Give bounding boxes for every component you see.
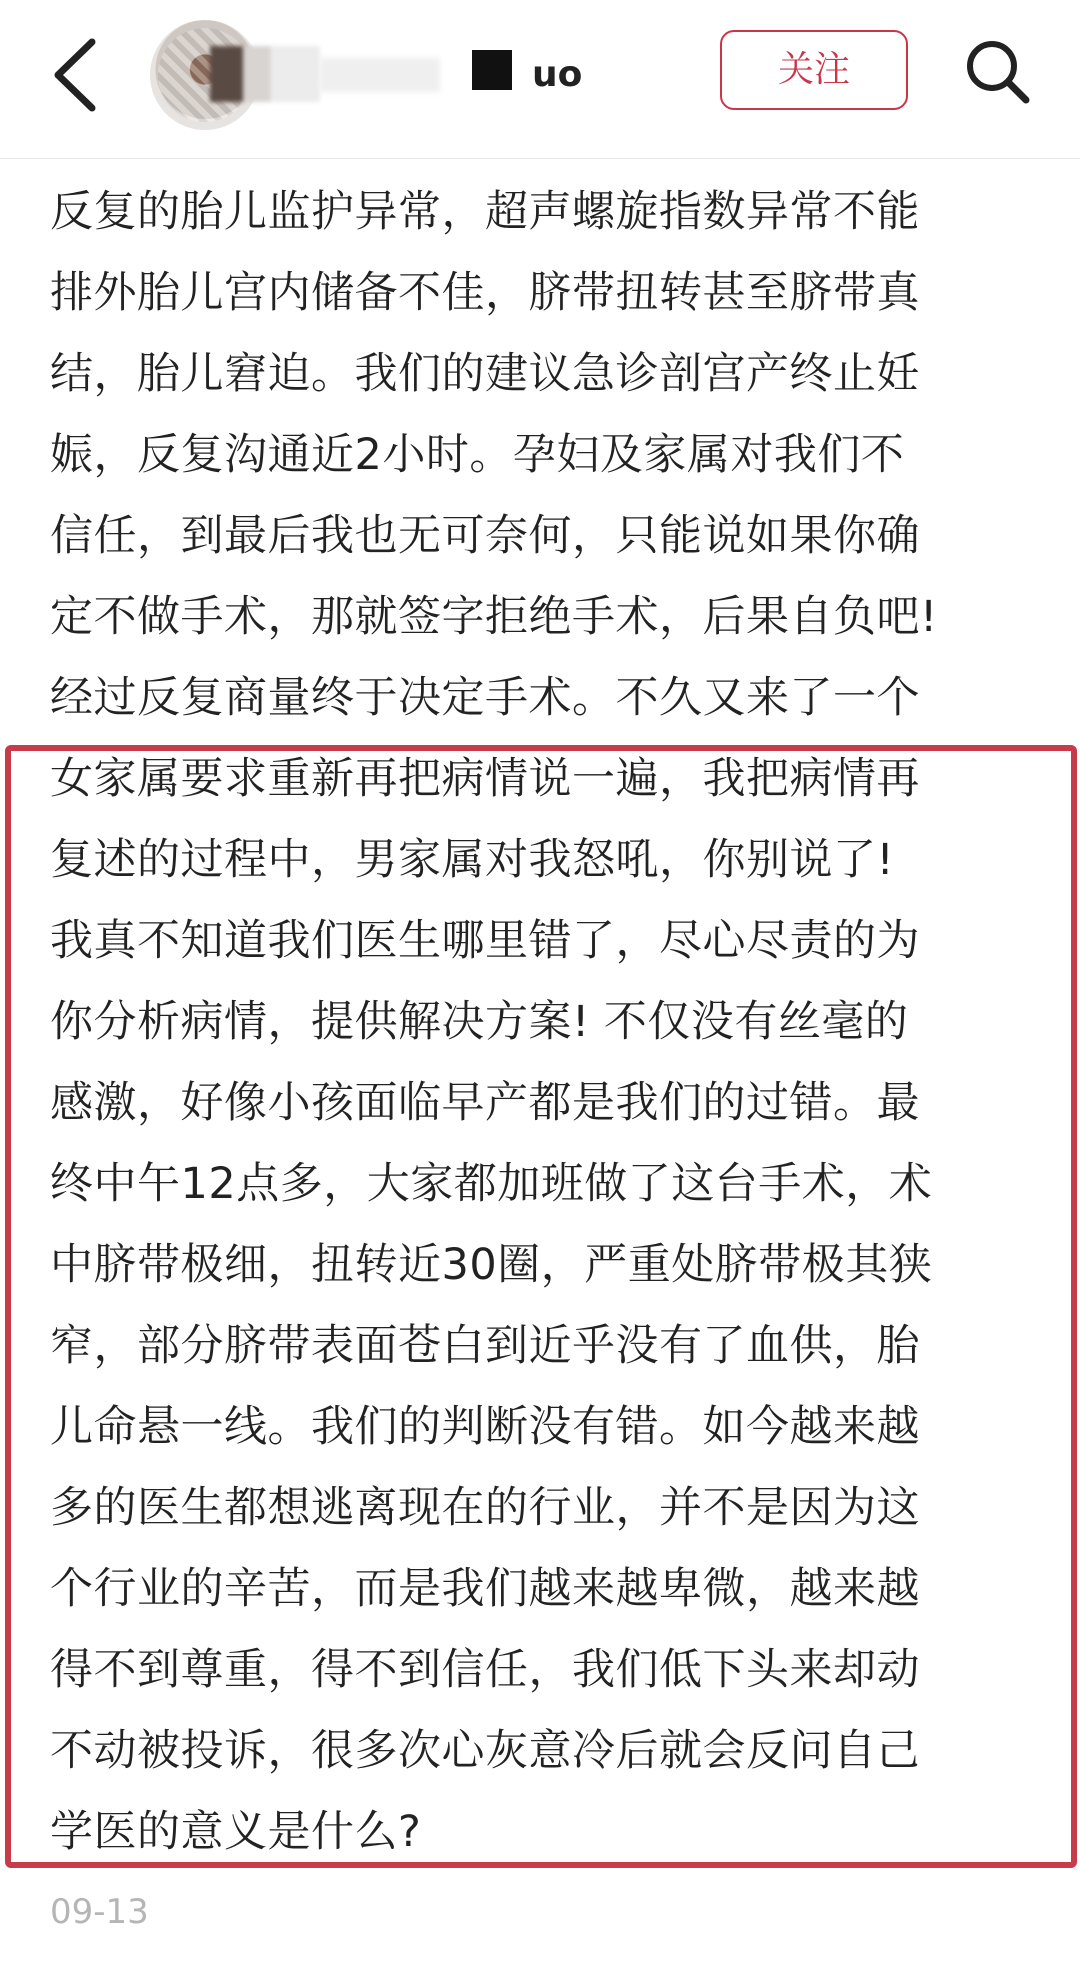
follow-button[interactable]: 关注 [720, 30, 908, 110]
post-text-line: 复述的过程中，男家属对我怒吼，你别说了! [50, 835, 895, 885]
username[interactable] [210, 40, 630, 110]
chevron-left-icon [40, 30, 120, 120]
username-redaction [210, 46, 320, 102]
post-text-line: 个行业的辛苦，而是我们越来越卑微，越来越 [50, 1564, 920, 1614]
post-text-line: 学医的意义是什么? [50, 1807, 422, 1857]
username-redaction-block [472, 50, 512, 90]
search-button[interactable] [958, 32, 1038, 112]
username-visible-text: uo [532, 54, 583, 95]
search-icon [958, 32, 1038, 112]
back-button[interactable] [40, 30, 120, 120]
post-text-line: 感激，好像小孩面临早产都是我们的过错。最 [50, 1078, 920, 1128]
post-body [50, 172, 1040, 1873]
post-text-line: 娠，反复沟通近2小时。孕妇及家属对我们不 [50, 430, 905, 480]
top-bar [0, 0, 1080, 159]
post-text-line: 我真不知道我们医生哪里错了，尽心尽责的为 [50, 916, 920, 966]
post-text-line: 定不做手术，那就签字拒绝手术，后果自负吧! [50, 592, 938, 642]
post-text-line: 女家属要求重新再把病情说一遍，我把病情再 [50, 754, 920, 804]
post-text-line: 结，胎儿窘迫。我们的建议急诊剖宫产终止妊 [50, 349, 920, 399]
post-text-line: 经过反复商量终于决定手术。不久又来了一个 [50, 673, 920, 723]
username-redaction [320, 58, 440, 92]
post-text-line: 中脐带极细，扭转近30圈，严重处脐带极其狭 [50, 1240, 933, 1290]
post-text-line: 不动被投诉，很多次心灰意冷后就会反问自己 [50, 1726, 920, 1776]
post-text-line: 排外胎儿宫内储备不佳，脐带扭转甚至脐带真 [50, 268, 920, 318]
post-date: 09-13 [50, 1892, 149, 1932]
post-text-line: 信任，到最后我也无可奈何，只能说如果你确 [50, 511, 920, 561]
post-text-line: 得不到尊重，得不到信任，我们低下头来却动 [50, 1645, 920, 1695]
post-text-line: 窄，部分脐带表面苍白到近乎没有了血供，胎 [50, 1321, 920, 1371]
post-text-line: 终中午12点多，大家都加班做了这台手术，术 [50, 1159, 933, 1209]
post-text-line: 你分析病情，提供解决方案! 不仅没有丝毫的 [50, 997, 909, 1047]
post-text-line: 多的医生都想逃离现在的行业，并不是因为这 [50, 1483, 920, 1533]
post-text-line: 儿命悬一线。我们的判断没有错。如今越来越 [50, 1402, 920, 1452]
post-text-line: 反复的胎儿监护异常，超声螺旋指数异常不能 [50, 187, 920, 237]
